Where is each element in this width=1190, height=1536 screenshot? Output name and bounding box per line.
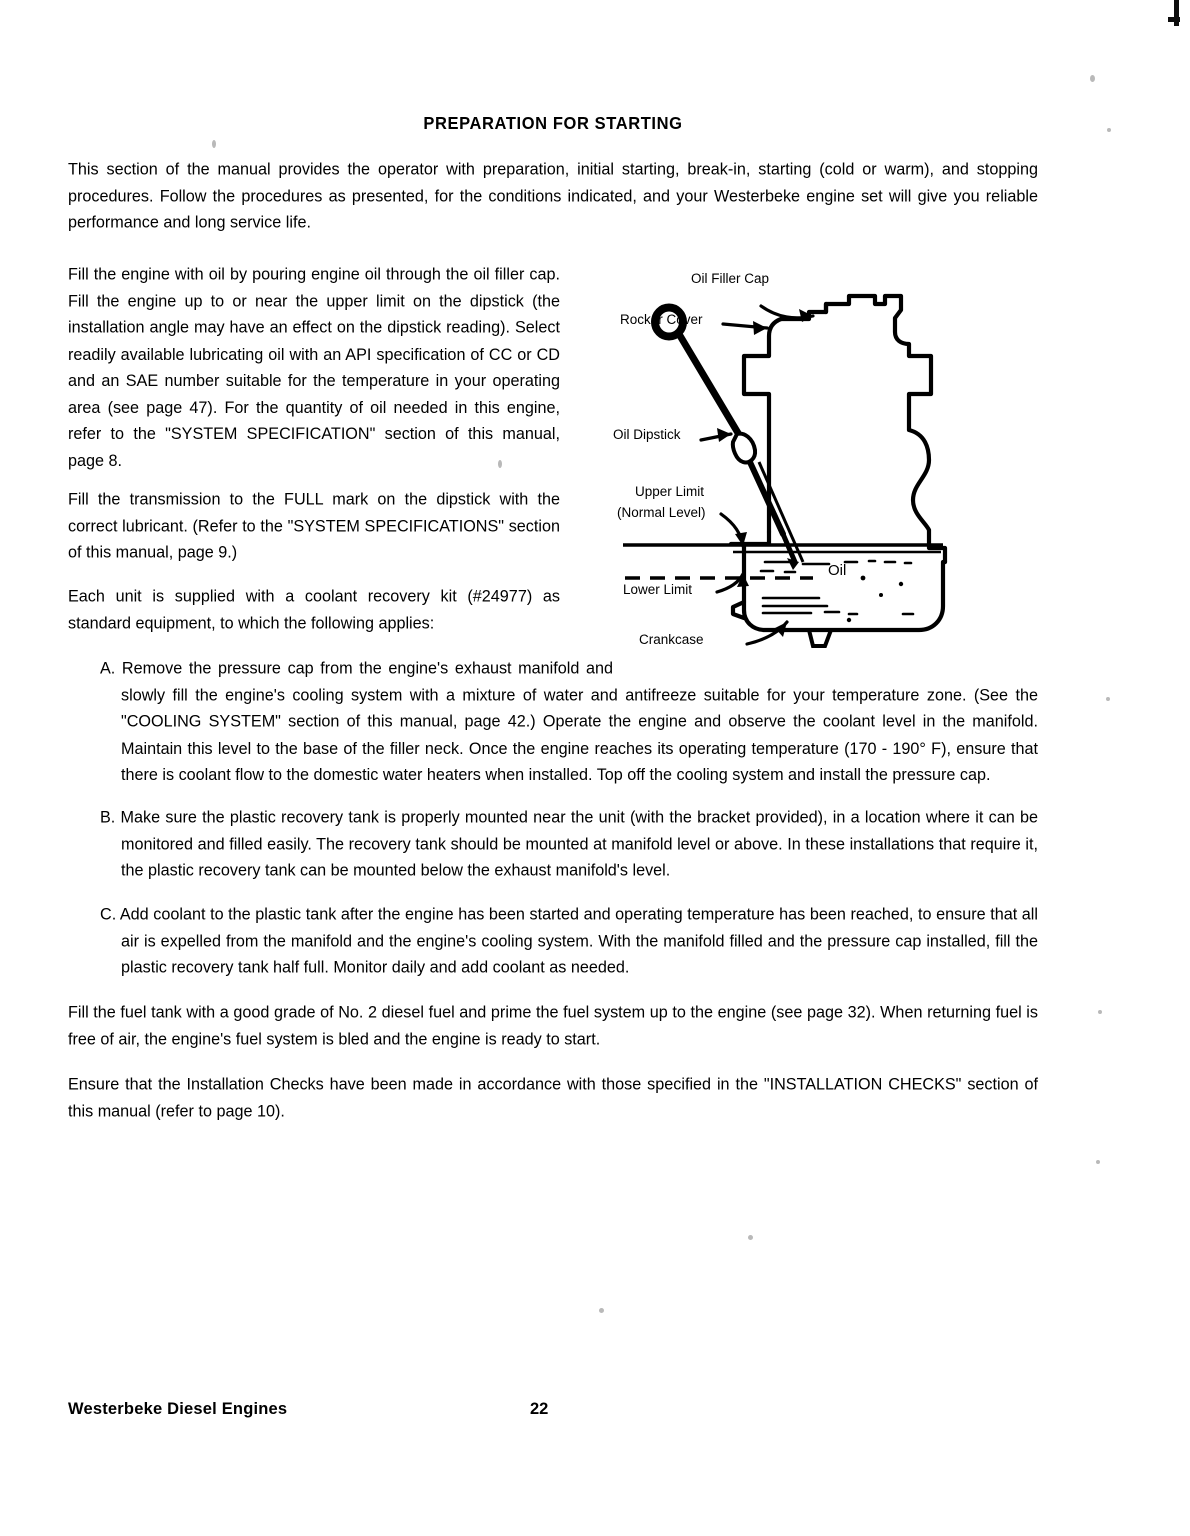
intro-paragraph: This section of the manual provides the operator with preparation, initial starting, break-in, starting (cold or warm), and stopping procedures. Follow the procedures as presented, for the conditions indicated, and your Westerbeke engine set will give you reliable performance and long service life. (68, 160, 1038, 232)
scan-artifact-mark (1174, 0, 1179, 26)
page-footer (68, 1400, 1038, 1419)
footer-publisher: Westerbeke Diesel Engines (68, 1400, 288, 1418)
list-item-b: B. Make sure the plastic recovery tank is properly mounted near the unit (with the bracket provided), in a location where it can be monitored and filled easily. The recovery tank should be mounted at manifold level or above. In these installations that require it, the plastic recovery tank can be mounted below the exhaust manifold's level. (100, 807, 1038, 880)
label-lower-limit: Lower Limit (623, 581, 693, 597)
paragraph-recovery-kit: Each unit is supplied with a coolant recovery kit (#24977) as standard equipment, to which the following applies: (68, 587, 560, 633)
paragraph-fuel: Fill the fuel tank with a good grade of No. 2 diesel fuel and prime the fuel system up to the engine (see page 32). When returning fuel is free of air, the engine's fuel system is bled and the engine is ready to start. (68, 1002, 1038, 1048)
scan-speck (599, 1308, 604, 1313)
label-oil: Oil (828, 561, 847, 579)
paragraph-installation-checks: Ensure that the Installation Checks have been made in accordance with those specified in the "INSTALLATION CHECKS" section of this manual (refer to page 10). (68, 1074, 1038, 1120)
engine-oil-level-figure (613, 262, 1038, 657)
label-crankcase: Crankcase (639, 631, 704, 647)
list-item-c: C. Add coolant to the plastic tank after the engine has been started and operating temperature has been reached, to ensure that all air is expelled from the manifold and the engine's cooling system. With the manifold filled and the pressure cap installed, fill the plastic recovery tank half full. Monitor daily and add coolant as needed. (100, 905, 1038, 977)
list-item-a: A. Remove the pressure cap from the engine's exhaust manifold and slowly fill the engine's cooling system with a mixture of water and antifreeze suitable for your temperature zone. (See the "COOLING SYSTEM" section of this manual, page 42.) Operate the engine and observe the coolant level in the manifold. Maintain this level to the base of the filler neck. Once the engine reaches its operating temperature (170 - 190° F), ensure that there is coolant flow to the domestic water heaters when installed. Top off the cooling system and install the pressure cap. (100, 659, 1038, 784)
label-oil-dipstick: Oil Dipstick (613, 426, 681, 442)
page-title: PREPARATION FOR STARTING (423, 113, 683, 134)
scan-speck (748, 1235, 753, 1240)
scan-speck (1096, 1160, 1100, 1164)
scan-speck (1090, 75, 1095, 82)
label-rocker-cover: Rocker Cover (620, 311, 703, 327)
paragraph-transmission: Fill the transmission to the FULL mark on the dipstick with the correct lubricant. (Refer to the "SYSTEM SPECIFICATIONS" section of this manual, page 9.) (68, 489, 560, 562)
paragraph-oil-fill: Fill the engine with oil by pouring engine oil through the oil filler cap. Fill the engine up to or near the upper limit on the dipstick (the installation angle may have an effect on the dipstick reading). Select readily available lubricating oil with an API specification of CC or CD and an SAE number suitable for the temperature in your operating area (see page 47). For the quantity of oil needed in this engine, refer to the "SYSTEM SPECIFICATION" section of this manual, page 8. (68, 264, 560, 469)
page-content (68, 0, 1038, 1123)
label-upper-limit: Upper Limit (635, 483, 705, 499)
label-oil-filler-cap: Oil Filler Cap (691, 270, 770, 286)
scan-speck (1107, 128, 1111, 132)
scan-speck (1106, 697, 1110, 701)
scan-speck (1098, 1010, 1102, 1014)
footer-page-number: 22 (530, 1400, 549, 1418)
label-upper-limit-normal: (Normal Level) (617, 504, 706, 520)
